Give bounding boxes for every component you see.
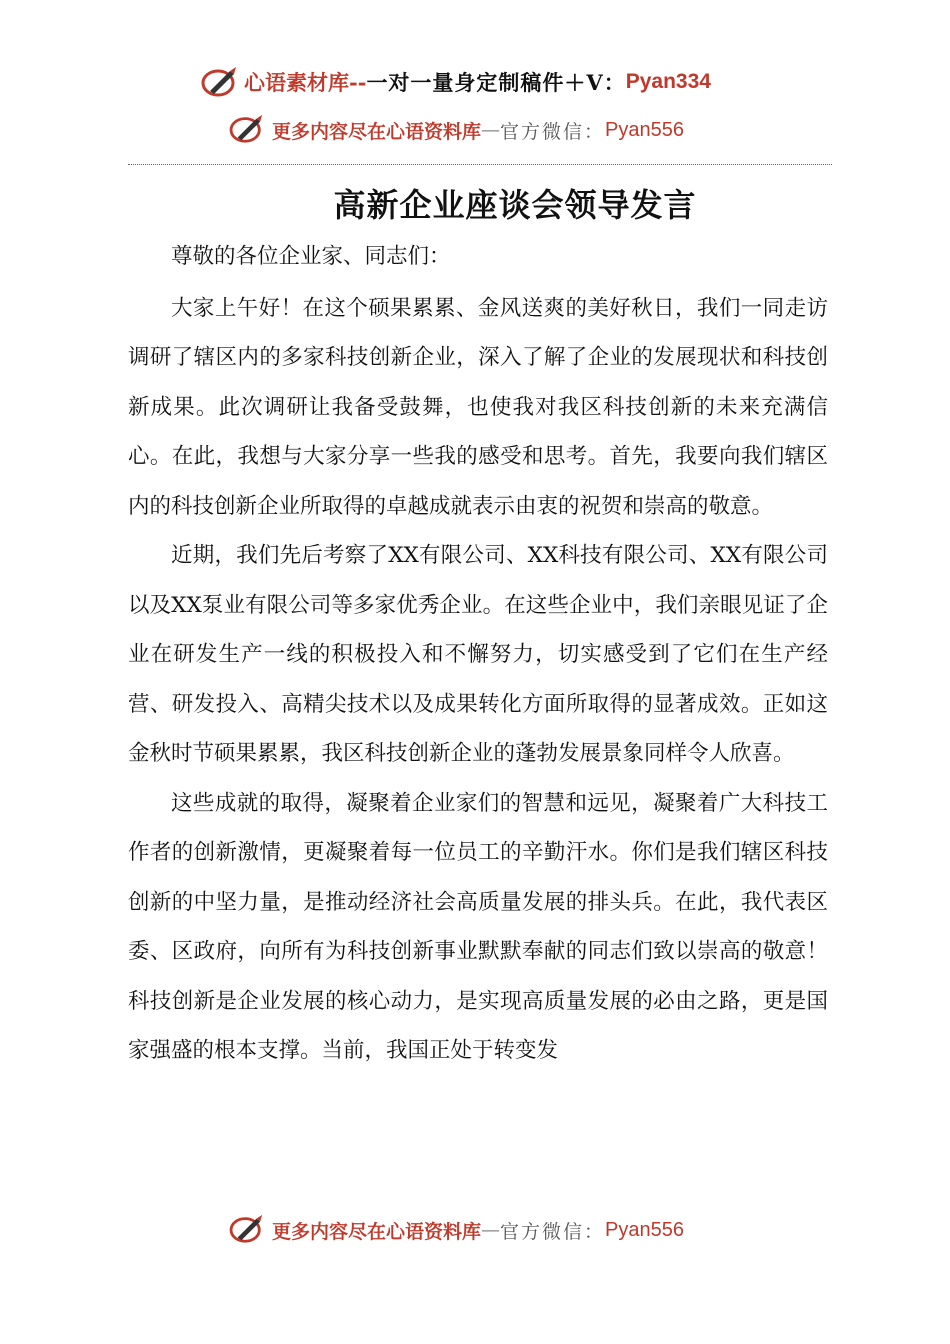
brand-slogan: 一对一量身定制稿件＋V：	[366, 70, 626, 95]
subheader-banner	[228, 112, 748, 148]
subheader-wechat-label: 官方微信：	[500, 120, 606, 143]
footer-wechat-label: 官方微信：	[500, 1220, 606, 1243]
brand-name: 心语素材库	[244, 70, 349, 95]
body-paragraph: 近期，我们先后考察了XX有限公司、XX科技有限公司、XX有限公司以及XX泵业有限公司等多家优秀企业。在这些企业中，我们亲眼见证了企业在研发生产一线的积极投入和不懈努力，切实感受到了它们在生产经营、研发投入、高精尖技术以及成果转化方面所取得的显著成效。正如这金秋时节硕果累累，我区科技创新企业的蓬勃发展景象同样令人欣喜。	[128, 543, 828, 766]
document-body	[128, 232, 828, 1076]
subheader-separator: —	[481, 119, 501, 141]
body-paragraph: 大家上午好！在这个硕果累累、金风送爽的美好秋日，我们一同走访调研了辖区内的多家科技创新企业，深入了解了企业的发展现状和科技创新成果。此次调研让我备受鼓舞，也使我对我区科技创新的未来充满信心。在此，我想与大家分享一些我的感受和思考。首先，我要向我们辖区内的科技创新企业所取得的卓越成就表示由衷的祝贺和崇高的敬意。	[128, 295, 828, 519]
pen-logo-icon	[200, 65, 242, 99]
header-divider	[128, 164, 832, 165]
brand-separator: --	[349, 69, 367, 95]
pen-logo-icon	[228, 113, 270, 147]
subheader-wechat-id: Pyan556	[605, 118, 684, 141]
brand-wechat-id: Pyan334	[625, 70, 711, 93]
footer-separator: —	[481, 1219, 501, 1241]
greeting: 尊敬的各位企业家、同志们：	[171, 244, 451, 269]
subheader-text: 更多内容尽在心语资料库	[272, 120, 482, 143]
body-paragraph: 这些成就的取得，凝聚着企业家们的智慧和远见，凝聚着广大科技工作者的创新激情，更凝聚着每一位员工的辛勤汗水。你们是我们辖区科技创新的中坚力量，是推动经济社会高质量发展的排头兵。在此，我代表区委、区政府，向所有为科技创新事业默默奉献的同志们致以崇高的敬意！科技创新是企业发展的核心动力，是实现高质量发展的必由之路，更是国家强盛的根本支撑。当前，我国正处于转变发	[128, 790, 828, 1063]
document-title: 高新企业座谈会领导发言	[333, 186, 697, 224]
footer-banner	[228, 1212, 748, 1248]
pen-logo-icon	[228, 1213, 270, 1247]
footer-text: 更多内容尽在心语资料库	[272, 1220, 482, 1243]
footer-wechat-id: Pyan556	[605, 1218, 684, 1241]
header-banner	[200, 62, 760, 102]
